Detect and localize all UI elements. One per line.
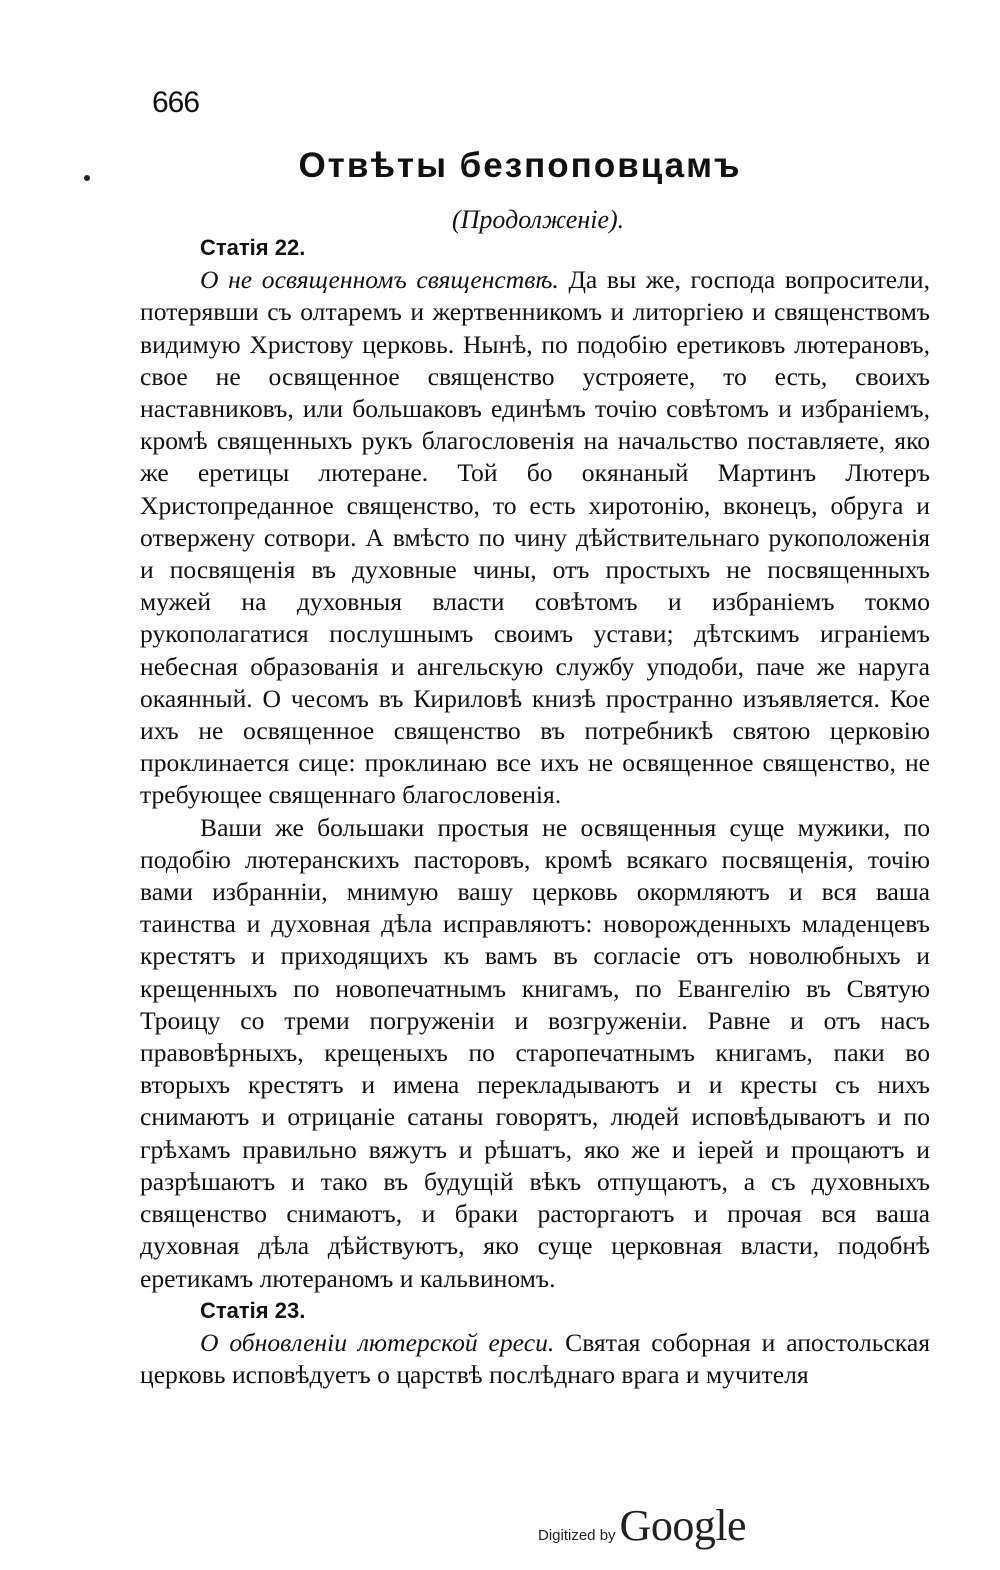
google-logo: Google (619, 1501, 747, 1550)
article-23-heading: Статія 23. (200, 1297, 306, 1323)
article-23-text: Святая соборная и апостольская церковь исповѣдуетъ о царствѣ послѣднаго врага и мучителя (140, 1327, 930, 1390)
body-text (140, 232, 930, 1391)
digitized-footer (538, 1500, 746, 1551)
page-number: 666 (152, 86, 200, 119)
article-23-lead: О обновленіи лютерской ереси. (200, 1327, 555, 1357)
article-22-heading: Статія 22. (200, 235, 306, 260)
page-subtitle: (Продолженіе). (452, 205, 625, 234)
article-22-paragraph-2: Ваши же большаки простыя не освященныя суще мужики, по подобію лютеранскихъ пасторовъ, кромѣ всякаго посвященія, точію вами избранніи, мнимую вашу церковь окормляютъ и вся ваша таинства и духовная дѣла исправляютъ: новорожденныхъ младенцевъ крестятъ и приходящихъ къ вамъ въ согласіе отъ новолюбныхъ и крещенныхъ по новопечатнымъ книгамъ, по Евангелію въ Святую Троицу со треми погруженіи и возгруженіи. Равне и отъ насъ правовѣрныхъ, крещеныхъ по старопечатнымъ книгамъ, паки во вторыхъ крестятъ и имена перекладываютъ и и кресты съ нихъ снимаютъ и отрицаніе сатаны говорятъ, людей исповѣдываютъ и по грѣхамъ правильно вяжутъ и рѣшатъ, яко же и іерей и прощаютъ и разрѣшаютъ и тако въ будущій вѣкъ отпущаютъ, а съ духовныхъ священство снимаютъ, и браки расторгаютъ и прочая вся ваша духовная дѣла дѣйствуютъ, яко суще церковная власти, подобнѣ еретикамъ лютераномъ и кальвиномъ. (140, 812, 930, 1293)
digitized-by-label: Digitized by (538, 1527, 616, 1544)
article-23-paragraph-1 (140, 1327, 930, 1391)
article-22-lead: О не освященномъ священствѣ. (200, 265, 559, 295)
article-22-text-1: Да вы же, господа вопросители, потерявши съ олтаремъ и жертвенникомъ и литоргіею и священствомъ видимую Христову церковь. Нынѣ, по подобію еретиковъ лютерановъ, свое не освященное священство устрояете, то есть, своихъ наставниковъ, или большаковъ единѣмъ точію совѣтомъ и избраніемъ, кромѣ священныхъ рукъ благословенія на начальство поставляете, яко же еретицы лютеране. Той бо окянаный Мартинъ Лютеръ Христопреданное священство, то есть хиротонію, вконецъ, обруга и отвержену сотвори. А вмѣсто по чину дѣйствительнаго рукоположенія и посвященія въ духовные чины, отъ простыхъ не посвященныхъ мужей на духовныя власти совѣтомъ и избраніемъ токмо рукополагатися послушнымъ своимъ устави; дѣтскимъ играніемъ небесная образованія и ангельскую службу уподоби, паче же наруга окаянный. О чесомъ въ Кириловѣ книзѣ пространно изъявляется. Кое ихъ не освященное священство въ потребникѣ святою церковію проклинается сице: проклинаю все ихъ не освященное священство, не требующее священнаго благословенія. (140, 265, 930, 810)
page-title: Отвѣты безпоповцамъ (298, 146, 742, 185)
article-22-paragraph-1 (140, 264, 930, 811)
